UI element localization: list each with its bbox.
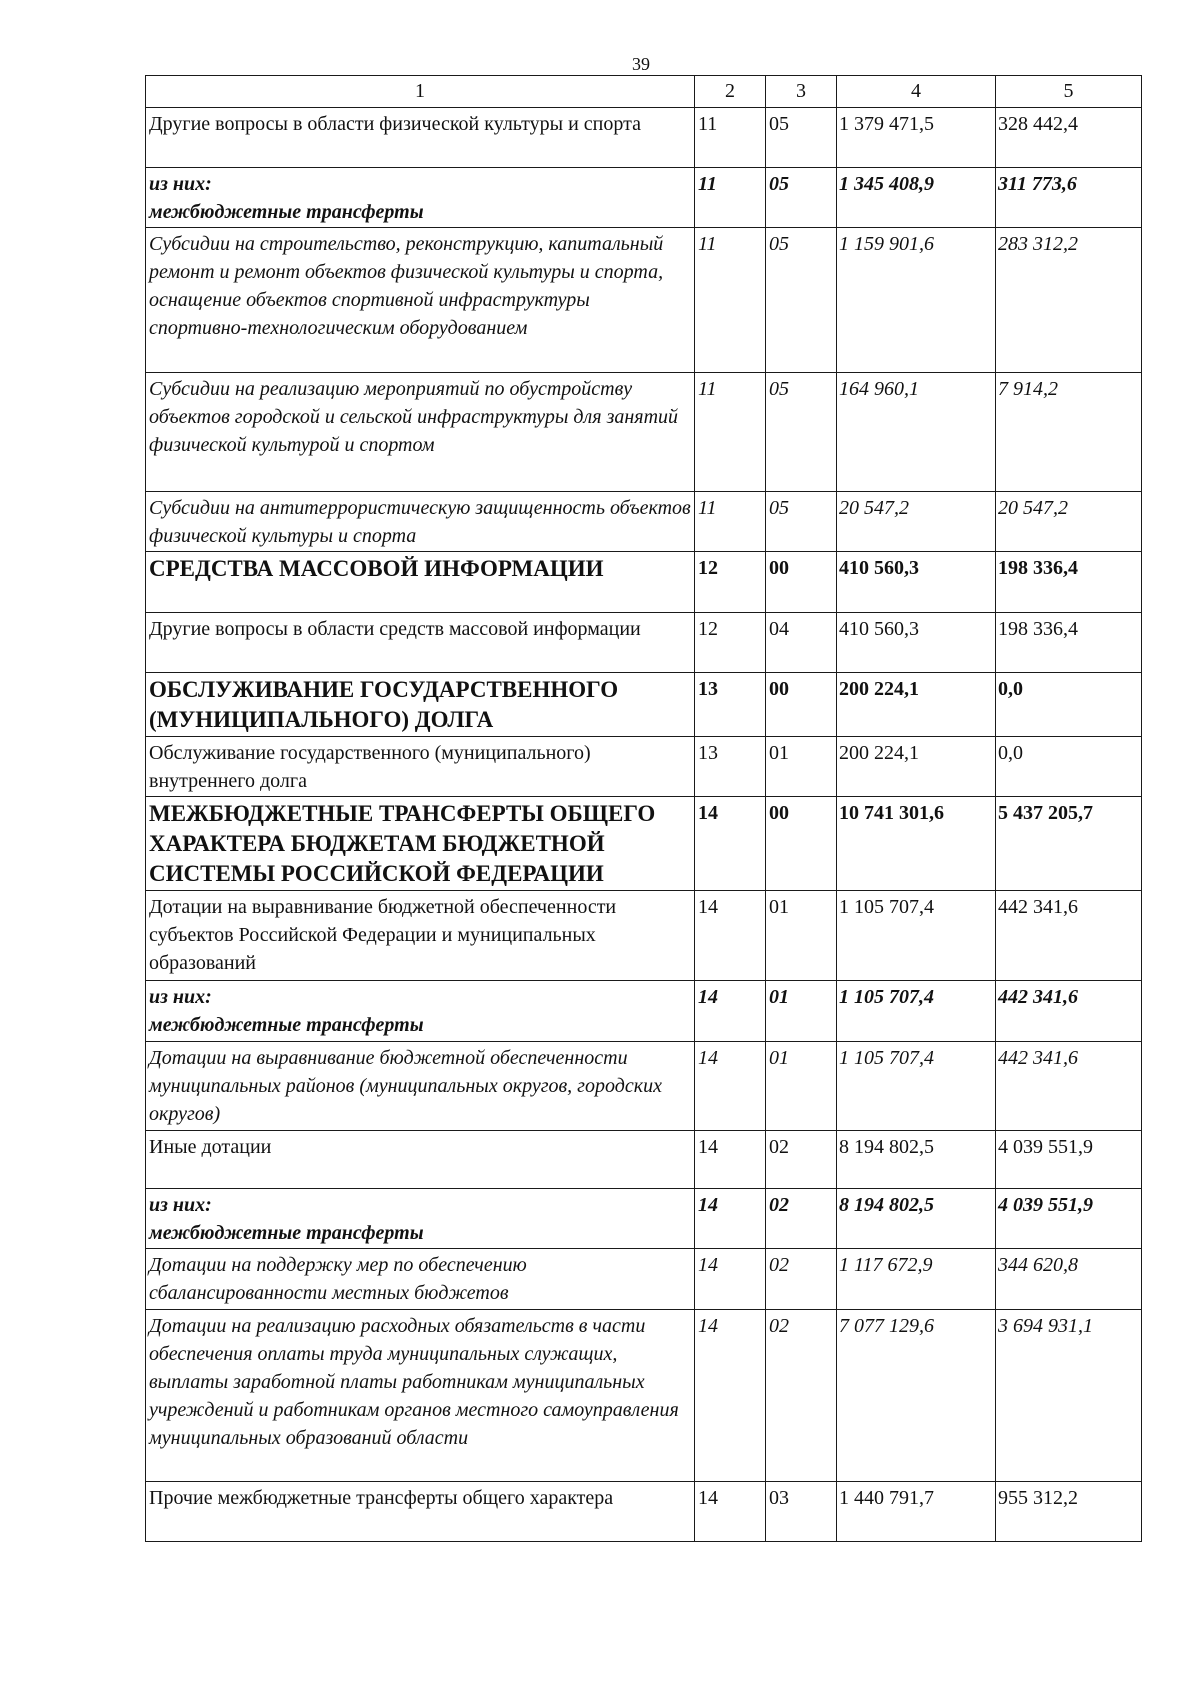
row-value-col5: 4 039 551,9 bbox=[996, 1131, 1142, 1189]
row-name-line2: межбюджетные трансферты bbox=[149, 1014, 424, 1036]
table-row bbox=[146, 1249, 1142, 1310]
row-value-col5: 7 914,2 bbox=[996, 373, 1142, 492]
row-section-code: 12 bbox=[695, 613, 766, 673]
row-name bbox=[146, 168, 695, 228]
row-value-col4: 20 547,2 bbox=[837, 492, 996, 552]
row-value-col4: 10 741 301,6 bbox=[837, 797, 996, 891]
row-subsection-code: 05 bbox=[766, 108, 837, 168]
row-value-col4: 1 159 901,6 bbox=[837, 228, 996, 373]
row-subsection-code: 05 bbox=[766, 373, 837, 492]
row-subsection-code: 00 bbox=[766, 797, 837, 891]
table-row bbox=[146, 613, 1142, 673]
section-title: МЕЖБЮДЖЕТНЫЕ ТРАНСФЕРТЫ ОБЩЕГО ХАРАКТЕРА БЮДЖЕТАМ БЮДЖЕТНОЙ СИСТЕМЫ РОССИЙСКОЙ ФЕДЕРАЦИИ bbox=[146, 797, 695, 891]
row-value-col4: 7 077 129,6 bbox=[837, 1310, 996, 1482]
row-name-line2: межбюджетные трансферты bbox=[149, 1222, 424, 1244]
column-header-4: 4 bbox=[837, 76, 996, 108]
row-name-line1: из них: bbox=[149, 173, 212, 195]
row-name: Субсидии на строительство, реконструкцию, капитальный ремонт и ремонт объектов физической культуры и спорта, оснащение объектов спортивной инфраструктуры спортивно-технологическим оборудованием bbox=[146, 228, 695, 373]
row-value-col4: 1 379 471,5 bbox=[837, 108, 996, 168]
row-value-col5: 5 437 205,7 bbox=[996, 797, 1142, 891]
column-header-5: 5 bbox=[996, 76, 1142, 108]
row-section-code: 11 bbox=[695, 168, 766, 228]
row-name: Прочие межбюджетные трансферты общего характера bbox=[146, 1482, 695, 1542]
row-name: Дотации на реализацию расходных обязательств в части обеспечения оплаты труда муниципальных служащих, выплаты заработной платы работникам муниципальных учреждений и работникам органов местного самоуправления муниципальных образований области bbox=[146, 1310, 695, 1482]
section-title: СРЕДСТВА МАССОВОЙ ИНФОРМАЦИИ bbox=[146, 552, 695, 613]
row-subsection-code: 05 bbox=[766, 228, 837, 373]
row-value-col4: 410 560,3 bbox=[837, 613, 996, 673]
row-subsection-code: 04 bbox=[766, 613, 837, 673]
row-value-col4: 1 105 707,4 bbox=[837, 981, 996, 1042]
row-section-code: 13 bbox=[695, 673, 766, 737]
row-name-line1: из них: bbox=[149, 1194, 212, 1216]
row-section-code: 11 bbox=[695, 228, 766, 373]
table-row bbox=[146, 981, 1142, 1042]
row-value-col4: 1 105 707,4 bbox=[837, 1042, 996, 1131]
table-row bbox=[146, 492, 1142, 552]
row-section-code: 14 bbox=[695, 1249, 766, 1310]
table-row bbox=[146, 168, 1142, 228]
row-subsection-code: 01 bbox=[766, 981, 837, 1042]
row-value-col5: 311 773,6 bbox=[996, 168, 1142, 228]
row-name: Дотации на выравнивание бюджетной обеспеченности муниципальных районов (муниципальных округов, городских округов) bbox=[146, 1042, 695, 1131]
table-row bbox=[146, 1482, 1142, 1542]
table-row bbox=[146, 373, 1142, 492]
page-number: 39 bbox=[632, 54, 650, 74]
row-value-col5: 198 336,4 bbox=[996, 613, 1142, 673]
row-name: Субсидии на реализацию мероприятий по обустройству объектов городской и сельской инфраструктуры для занятий физической культурой и спортом bbox=[146, 373, 695, 492]
row-name: Дотации на выравнивание бюджетной обеспеченности субъектов Российской Федерации и муниципальных образований bbox=[146, 891, 695, 981]
row-section-code: 12 bbox=[695, 552, 766, 613]
row-value-col4: 1 105 707,4 bbox=[837, 891, 996, 981]
row-value-col5: 198 336,4 bbox=[996, 552, 1142, 613]
row-subsection-code: 00 bbox=[766, 552, 837, 613]
row-name: Субсидии на антитеррористическую защищенность объектов физической культуры и спорта bbox=[146, 492, 695, 552]
row-section-code: 11 bbox=[695, 492, 766, 552]
row-value-col5: 955 312,2 bbox=[996, 1482, 1142, 1542]
row-section-code: 14 bbox=[695, 797, 766, 891]
row-section-code: 14 bbox=[695, 1482, 766, 1542]
row-value-col4: 410 560,3 bbox=[837, 552, 996, 613]
row-value-col4: 8 194 802,5 bbox=[837, 1189, 996, 1249]
row-value-col5: 3 694 931,1 bbox=[996, 1310, 1142, 1482]
table-row bbox=[146, 737, 1142, 797]
column-number-header-row bbox=[146, 76, 1142, 108]
row-value-col5: 20 547,2 bbox=[996, 492, 1142, 552]
row-value-col5: 442 341,6 bbox=[996, 891, 1142, 981]
section-row bbox=[146, 673, 1142, 737]
table-row bbox=[146, 1042, 1142, 1131]
table-row bbox=[146, 1189, 1142, 1249]
row-section-code: 14 bbox=[695, 891, 766, 981]
table-row bbox=[146, 1310, 1142, 1482]
row-value-col5: 442 341,6 bbox=[996, 981, 1142, 1042]
table-row bbox=[146, 1131, 1142, 1189]
row-name: Другие вопросы в области физической культуры и спорта bbox=[146, 108, 695, 168]
row-value-col4: 1 117 672,9 bbox=[837, 1249, 996, 1310]
row-value-col5: 0,0 bbox=[996, 673, 1142, 737]
section-title: ОБСЛУЖИВАНИЕ ГОСУДАРСТВЕННОГО (МУНИЦИПАЛЬНОГО) ДОЛГА bbox=[146, 673, 695, 737]
row-value-col4: 1 345 408,9 bbox=[837, 168, 996, 228]
row-subsection-code: 00 bbox=[766, 673, 837, 737]
table-row bbox=[146, 108, 1142, 168]
row-value-col5: 328 442,4 bbox=[996, 108, 1142, 168]
row-value-col5: 0,0 bbox=[996, 737, 1142, 797]
row-section-code: 14 bbox=[695, 1042, 766, 1131]
row-subsection-code: 02 bbox=[766, 1131, 837, 1189]
row-subsection-code: 01 bbox=[766, 1042, 837, 1131]
row-name bbox=[146, 981, 695, 1042]
section-row bbox=[146, 552, 1142, 613]
row-value-col5: 442 341,6 bbox=[996, 1042, 1142, 1131]
row-section-code: 14 bbox=[695, 1189, 766, 1249]
row-subsection-code: 01 bbox=[766, 737, 837, 797]
row-value-col4: 200 224,1 bbox=[837, 737, 996, 797]
row-subsection-code: 05 bbox=[766, 492, 837, 552]
row-subsection-code: 05 bbox=[766, 168, 837, 228]
row-section-code: 11 bbox=[695, 373, 766, 492]
row-subsection-code: 02 bbox=[766, 1189, 837, 1249]
column-header-1: 1 bbox=[146, 76, 695, 108]
column-header-3: 3 bbox=[766, 76, 837, 108]
row-section-code: 14 bbox=[695, 981, 766, 1042]
row-name-line2: межбюджетные трансферты bbox=[149, 201, 424, 223]
row-value-col5: 344 620,8 bbox=[996, 1249, 1142, 1310]
row-value-col4: 8 194 802,5 bbox=[837, 1131, 996, 1189]
row-section-code: 11 bbox=[695, 108, 766, 168]
row-name: Дотации на поддержку мер по обеспечению сбалансированности местных бюджетов bbox=[146, 1249, 695, 1310]
row-value-col5: 283 312,2 bbox=[996, 228, 1142, 373]
row-value-col4: 1 440 791,7 bbox=[837, 1482, 996, 1542]
row-subsection-code: 02 bbox=[766, 1310, 837, 1482]
section-row bbox=[146, 797, 1142, 891]
row-section-code: 14 bbox=[695, 1310, 766, 1482]
row-name bbox=[146, 1189, 695, 1249]
row-subsection-code: 03 bbox=[766, 1482, 837, 1542]
row-section-code: 13 bbox=[695, 737, 766, 797]
row-name: Другие вопросы в области средств массовой информации bbox=[146, 613, 695, 673]
row-value-col4: 200 224,1 bbox=[837, 673, 996, 737]
table-row bbox=[146, 228, 1142, 373]
row-value-col5: 4 039 551,9 bbox=[996, 1189, 1142, 1249]
row-name: Обслуживание государственного (муниципального) внутреннего долга bbox=[146, 737, 695, 797]
row-value-col4: 164 960,1 bbox=[837, 373, 996, 492]
row-section-code: 14 bbox=[695, 1131, 766, 1189]
row-subsection-code: 02 bbox=[766, 1249, 837, 1310]
row-name: Иные дотации bbox=[146, 1131, 695, 1189]
table-row bbox=[146, 891, 1142, 981]
column-header-2: 2 bbox=[695, 76, 766, 108]
row-subsection-code: 01 bbox=[766, 891, 837, 981]
budget-expenditure-table bbox=[145, 75, 1142, 1542]
row-name-line1: из них: bbox=[149, 986, 212, 1008]
